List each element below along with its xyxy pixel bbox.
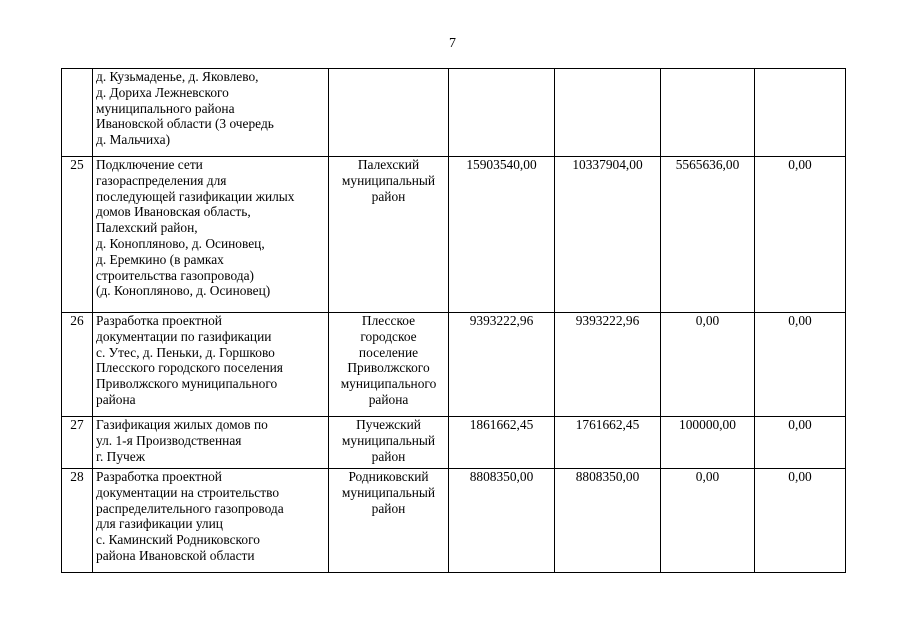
municipality: Пучежский муниципальный район — [329, 417, 449, 469]
amount-3: 100000,00 — [661, 417, 755, 469]
object-name: Подключение сети газораспределения для последующей газификации жилых домов Ивановская область, Палехский район, д. Коноплянoво, д. Осиновец, д. Еремкино (в рамках строительства газопровода) (д. Коноплянoво, д. Осиновец) — [93, 157, 329, 313]
municipality: Палехский муниципальный район — [329, 157, 449, 313]
municipality: Плесское городское поселение Приволжского муниципального района — [329, 313, 449, 417]
amount-3: 0,00 — [661, 469, 755, 573]
amount-2: 10337904,00 — [555, 157, 661, 313]
object-name: Разработка проектной документации по газификации с. Утес, д. Пеньки, д. Горшково Плесского городского поселения Приволжского муниципального района — [93, 313, 329, 417]
table-row — [62, 69, 846, 157]
object-name: Газификация жилых домов по ул. 1-я Производственная г. Пучеж — [93, 417, 329, 469]
municipality — [329, 69, 449, 157]
row-number — [62, 69, 93, 157]
amount-2: 9393222,96 — [555, 313, 661, 417]
table-row — [62, 157, 846, 313]
amount-2: 8808350,00 — [555, 469, 661, 573]
amount-2 — [555, 69, 661, 157]
amount-2: 1761662,45 — [555, 417, 661, 469]
object-name: д. Кузьмаденье, д. Яковлево, д. Дориха Лежневского муниципального района Ивановской области (3 очередь д. Мальчиха) — [93, 69, 329, 157]
amount-4: 0,00 — [755, 417, 846, 469]
row-number: 27 — [62, 417, 93, 469]
amount-3: 0,00 — [661, 313, 755, 417]
total-amount: 8808350,00 — [449, 469, 555, 573]
table-row — [62, 417, 846, 469]
amount-3: 5565636,00 — [661, 157, 755, 313]
row-number: 28 — [62, 469, 93, 573]
total-amount: 1861662,45 — [449, 417, 555, 469]
municipality: Родниковский муниципальный район — [329, 469, 449, 573]
total-amount — [449, 69, 555, 157]
page-number: 7 — [449, 36, 456, 51]
row-number: 26 — [62, 313, 93, 417]
total-amount: 9393222,96 — [449, 313, 555, 417]
amount-4: 0,00 — [755, 469, 846, 573]
object-name: Разработка проектной документации на строительство распределительного газопровода для газификации улиц с. Каминский Родниковского района Ивановской области — [93, 469, 329, 573]
table-row — [62, 469, 846, 573]
amount-4: 0,00 — [755, 313, 846, 417]
total-amount: 15903540,00 — [449, 157, 555, 313]
table-row — [62, 313, 846, 417]
row-number: 25 — [62, 157, 93, 313]
amount-4 — [755, 69, 846, 157]
amount-4: 0,00 — [755, 157, 846, 313]
amount-3 — [661, 69, 755, 157]
objects-table — [61, 68, 846, 573]
